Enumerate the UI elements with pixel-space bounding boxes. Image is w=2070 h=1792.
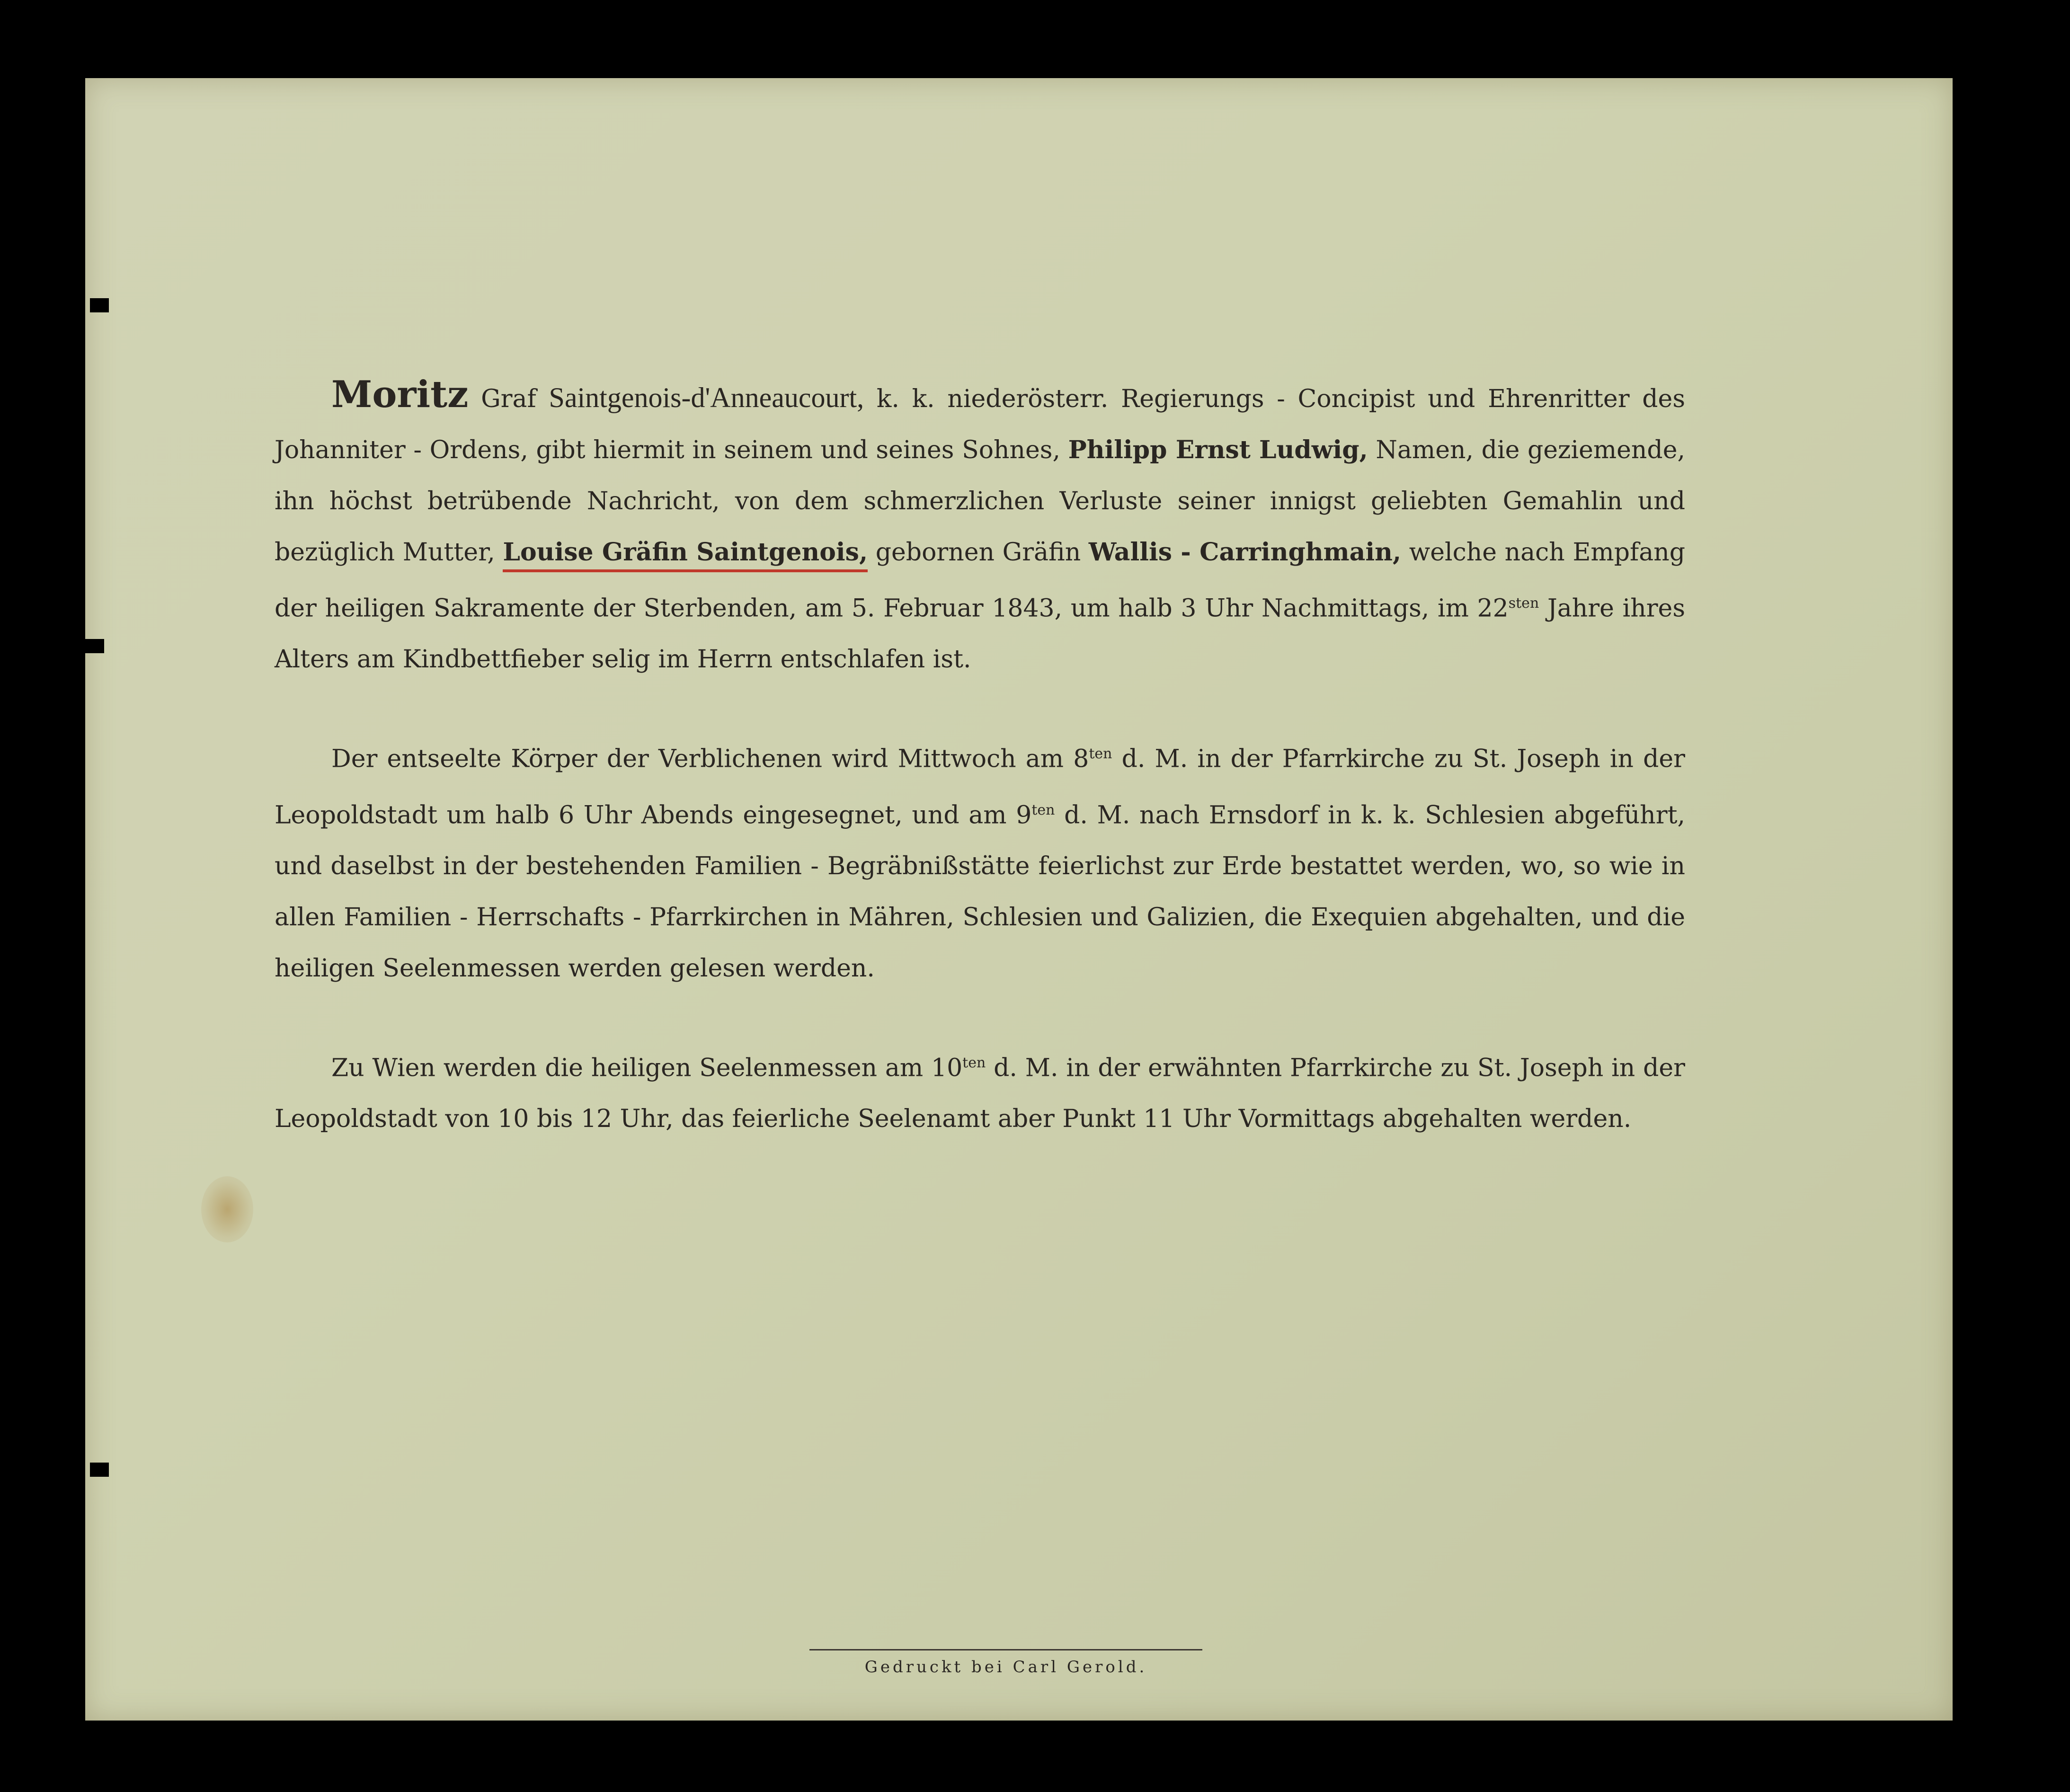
ordinal-suffix: ten — [1031, 801, 1055, 818]
paper-tear — [85, 639, 104, 653]
paragraph-1-text-b: Namen, die geziemende, ihn höchst betrübende Nachricht, von dem schmerzlichen Verluste seiner innigst geliebten Gemahlin und bezüglich Mutter, — [275, 436, 1686, 567]
stain-mark — [201, 1176, 253, 1242]
ordinal-suffix: sten — [1508, 595, 1539, 612]
paragraph-2-text-a: Der entseelte Körper der Verblichenen wird Mittwoch am 8 — [331, 745, 1089, 773]
paragraph-1 — [275, 369, 1685, 685]
paragraph-1-text-c: gebornen Gräfin — [875, 538, 1081, 567]
paper-tear — [90, 1463, 109, 1477]
maiden-name: Wallis - Carringhmain, — [1088, 538, 1402, 567]
ordinal-suffix: ten — [962, 1054, 986, 1071]
son-name: Philipp Ernst Ludwig, — [1068, 435, 1368, 464]
printer-imprint: Gedruckt bei Carl Gerold. — [864, 1658, 1147, 1677]
paragraph-1-text-e: Jahre ihres Alters am Kindbettfieber selig im Herrn entschlafen ist. — [275, 594, 1686, 674]
footer-rule — [809, 1649, 1202, 1650]
sender-surname: Saintgenois-d'Anneaucourt, — [549, 382, 864, 413]
paragraph-3-text-b: d. M. in der erwähnten Pfarrkirche zu St. Joseph in der Leopoldstadt von 10 bis 12 Uhr, das feierliche Seelenamt aber Punkt 11 Uhr Vormittags abgehalten werden. — [275, 1054, 1685, 1134]
paragraph-3 — [275, 1038, 1685, 1144]
paper-tear — [90, 298, 109, 312]
ordinal-suffix: ten — [1089, 745, 1112, 763]
deceased-name: Louise Gräfin Saintgenois, — [503, 538, 868, 572]
announcement-text — [275, 369, 1685, 1188]
paragraph-1-text-a: k. k. niederösterr. Regierungs - Concipist und Ehrenritter des Johanniter - Ordens, gibt hiermit in seinem und seines Sohnes, — [275, 385, 1686, 464]
paragraph-2-text-b: d. M. in der Pfarrkirche zu St. Joseph in der Leopoldstadt um halb 6 Uhr Abends eingesegnet, und am 9 — [275, 745, 1686, 829]
paragraph-3-text-a: Zu Wien werden die heiligen Seelenmessen am 10 — [331, 1054, 963, 1082]
paragraph-2-text-c: d. M. nach Ernsdorf in k. k. Schlesien abgeführt, und daselbst in der bestehenden Familien - Begräbnißstätte feierlichst zur Erde bestattet werden, wo, so wie in allen Familien - Herrschafts - Pfarrkirchen in Mähren, Schlesien und Galizien, die Exequien abgehalten, und die heiligen Seelenmessen werden gelesen werden. — [275, 800, 1686, 983]
sender-name: Moritz — [331, 373, 469, 416]
paragraph-1-text-d: welche nach Empfang der heiligen Sakramente der Sterbenden, am 5. Februar 1843, um halb 3 Uhr Nachmittags, im 22 — [275, 538, 1686, 623]
paragraph-2 — [275, 728, 1685, 994]
sender-title-word: Graf — [481, 385, 536, 413]
